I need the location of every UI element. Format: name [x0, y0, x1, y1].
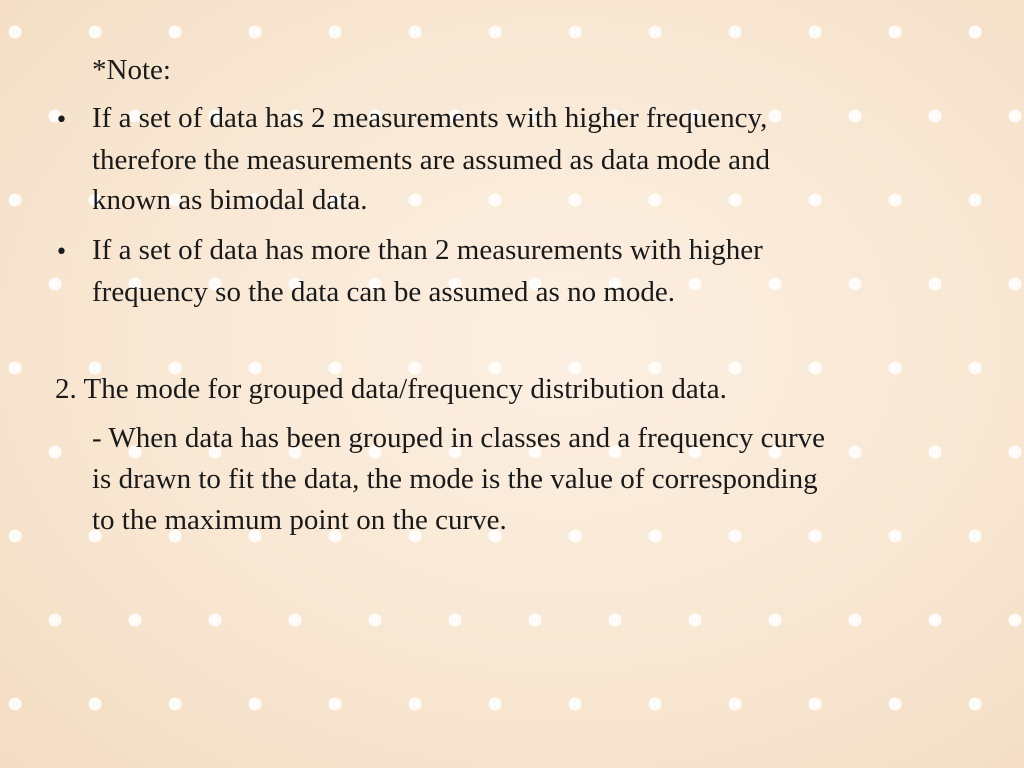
bullet-2-line-1: If a set of data has more than 2 measurements with higher [92, 234, 763, 266]
section-body-line-1: - When data has been grouped in classes and a frequency curve [92, 422, 826, 454]
bullet-1-line-3: known as bimodal data. [92, 184, 368, 216]
bullet-icon: • [55, 108, 68, 133]
section-body-line-2: is drawn to fit the data, the mode is the value of corresponding [92, 463, 818, 495]
section-body-line-3: to the maximum point on the curve. [92, 504, 507, 536]
note-label: *Note: [92, 54, 171, 86]
bullet-1-line-1: If a set of data has 2 measurements with higher frequency, [92, 102, 768, 134]
bullet-icon: • [55, 240, 68, 265]
bullet-1-line-2: therefore the measurements are assumed as data mode and [92, 144, 770, 176]
section-heading: 2. The mode for grouped data/frequency distribution data. [55, 373, 727, 405]
bullet-2-line-2: frequency so the data can be assumed as no mode. [92, 276, 676, 308]
